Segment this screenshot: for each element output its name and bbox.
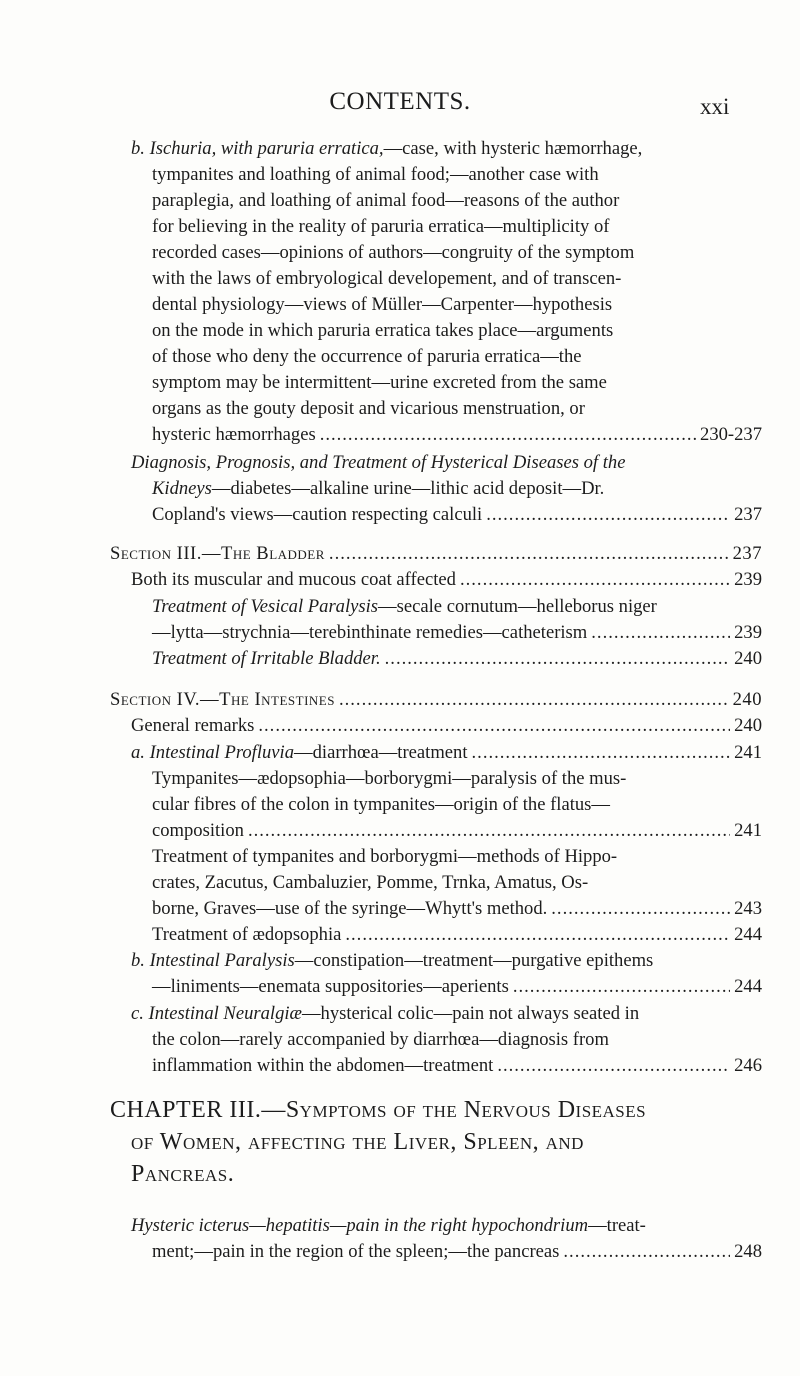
entry-text: inflammation within the abdomen—treatment [152, 1055, 494, 1076]
toc-entry [131, 567, 762, 593]
page-number: 230-237 [700, 424, 762, 445]
toc-line-with-page [152, 620, 762, 646]
toc-line: crates, Zacutus, Cambaluzier, Pomme, Trnka, Amatus, Os- [152, 872, 589, 893]
entry-text: —constipation—treatment—purgative epithems [294, 950, 654, 971]
page-number: 241 [734, 742, 762, 763]
page-number: 237 [734, 504, 762, 525]
toc-line: with the laws of embryological developement, and of transcen- [152, 268, 622, 289]
entry-heading: Kidneys [152, 478, 212, 499]
section-title: Section IV.—The Intestines [110, 689, 335, 710]
toc-line: dental physiology—views of Müller—Carpenter—hypothesis [152, 294, 613, 315]
entry-text: —diabetes—alkaline urine—lithic acid deposit—Dr. [211, 478, 605, 499]
leader-dots [329, 541, 729, 567]
leader-dots [345, 922, 730, 948]
toc-line: paraplegia, and loathing of animal food—reasons of the author [152, 190, 620, 211]
entry-text: borne, Graves—use of the syringe—Whytt's method. [152, 898, 548, 919]
toc-line: organs as the gouty deposit and vicarious menstruation, or [152, 398, 585, 419]
toc-line-with-page [152, 502, 762, 528]
leader-dots [339, 687, 729, 713]
entry-heading: Treatment of Vesical Paralysis [152, 596, 379, 617]
page-number: 241 [734, 820, 762, 841]
page-number: 240 [732, 689, 762, 710]
entry-text: composition [152, 820, 244, 841]
chapter-number: CHAPTER III. [110, 1097, 262, 1123]
page-number: 244 [734, 924, 762, 945]
leader-dots [497, 1053, 730, 1079]
toc-entry-neuralgiae [131, 1001, 639, 1027]
leader-dots [385, 646, 730, 672]
entry-text: —liniments—enemata suppositories—aperients [152, 976, 509, 997]
page-number: 243 [734, 898, 762, 919]
toc-line: on the mode in which paruria erratica takes place—arguments [152, 320, 614, 341]
page-number: 240 [734, 715, 762, 736]
chapter-title: —Symptoms of the Nervous Diseases [261, 1097, 647, 1123]
toc-entry [152, 922, 762, 948]
entry-text: hysteric hæmorrhages [152, 424, 316, 445]
running-header [0, 88, 800, 128]
entry-heading: Treatment of Irritable Bladder. [152, 648, 381, 669]
entry-text: Treatment of ædopsophia [152, 924, 342, 945]
leader-dots [258, 713, 730, 739]
chapter-heading [110, 1093, 646, 1127]
toc-line-with-page [152, 896, 762, 922]
toc-line: tympanites and loathing of animal food;—another case with [152, 164, 599, 185]
toc-line-with-page [152, 422, 762, 448]
entry-text: Copland's views—caution respecting calculi [152, 504, 483, 525]
leader-dots [591, 620, 730, 646]
entry-text: —case, with hysteric hæmorrhage, [383, 138, 643, 159]
section-title: Section III.—The Bladder [110, 543, 325, 564]
leader-dots [563, 1239, 730, 1265]
toc-line: the colon—rarely accompanied by diarrhœa—diagnosis from [152, 1029, 609, 1050]
toc-entry-irritable [152, 646, 762, 672]
section-heading-intestines [110, 687, 762, 713]
toc-line: symptom may be intermittent—urine excreted from the same [152, 372, 607, 393]
page-number: 244 [734, 976, 762, 997]
toc-line [152, 476, 604, 502]
leader-dots [513, 974, 730, 1000]
entry-heading: b. Ischuria, with paruria erratica, [131, 138, 384, 159]
toc-entry-vesical [152, 594, 657, 620]
entry-text: ment;—pain in the region of the spleen;—the pancreas [152, 1241, 560, 1262]
page-number: 239 [734, 622, 762, 643]
chapter-title-line: Pancreas. [131, 1161, 235, 1187]
toc-line: of those who deny the occurrence of paruria erratica—the [152, 346, 582, 367]
entry-heading: Hysteric icterus—hepatitis—pain in the right hypochondrium [131, 1215, 589, 1236]
page-number: 240 [734, 648, 762, 669]
toc-line: Tympanites—ædopsophia—borborygmi—paralysis of the mus- [152, 768, 627, 789]
toc-entry-profluvia [131, 740, 762, 766]
entry-text: —diarrhœa—treatment [294, 742, 468, 763]
entry-text: General remarks [131, 715, 255, 736]
section-heading-bladder [110, 541, 762, 567]
toc-line-with-page [152, 1239, 762, 1265]
toc-entry-ischuria [131, 136, 642, 162]
toc-line: cular fibres of the colon in tympanites—origin of the flatus— [152, 794, 611, 815]
toc-entry-paralysis [131, 948, 653, 974]
entry-heading: c. Intestinal Neuralgiæ [131, 1003, 302, 1024]
toc-line: for believing in the reality of paruria erratica—multiplicity of [152, 216, 610, 237]
entry-text: —secale cornutum—helleborus niger [378, 596, 657, 617]
toc-line-with-page [152, 974, 762, 1000]
toc-entry-diagnosis: Diagnosis, Prognosis, and Treatment of Hysterical Diseases of the [131, 452, 626, 473]
entry-heading: b. Intestinal Paralysis [131, 950, 295, 971]
entry-text: —treat- [588, 1215, 646, 1236]
toc-line-with-page [152, 1053, 762, 1079]
leader-dots [460, 567, 730, 593]
chapter-title-line: of Women, affecting the Liver, Spleen, and [131, 1129, 584, 1155]
leader-dots [320, 422, 696, 448]
toc-line: Treatment of tympanites and borborygmi—methods of Hippo- [152, 846, 618, 867]
page-title: CONTENTS. [329, 88, 471, 115]
toc-line: recorded cases—opinions of authors—congruity of the symptom [152, 242, 635, 263]
page-number: 248 [734, 1241, 762, 1262]
leader-dots [551, 896, 730, 922]
page-number: 239 [734, 569, 762, 590]
entry-text: —hysterical colic—pain not always seated in [301, 1003, 640, 1024]
page-number: 237 [732, 543, 762, 564]
toc-line-with-page [152, 818, 762, 844]
entry-text: —lytta—strychnia—terebinthinate remedies—catheterism [152, 622, 588, 643]
entry-heading: a. Intestinal Profluvia [131, 742, 295, 763]
leader-dots [486, 502, 730, 528]
entry-text: Both its muscular and mucous coat affected [131, 569, 456, 590]
leader-dots [248, 818, 730, 844]
toc-entry [131, 713, 762, 739]
page-number: 246 [734, 1055, 762, 1076]
page-numeral: xxi [700, 94, 730, 119]
toc-entry-hysteric-icterus [131, 1213, 646, 1239]
leader-dots [472, 740, 731, 766]
